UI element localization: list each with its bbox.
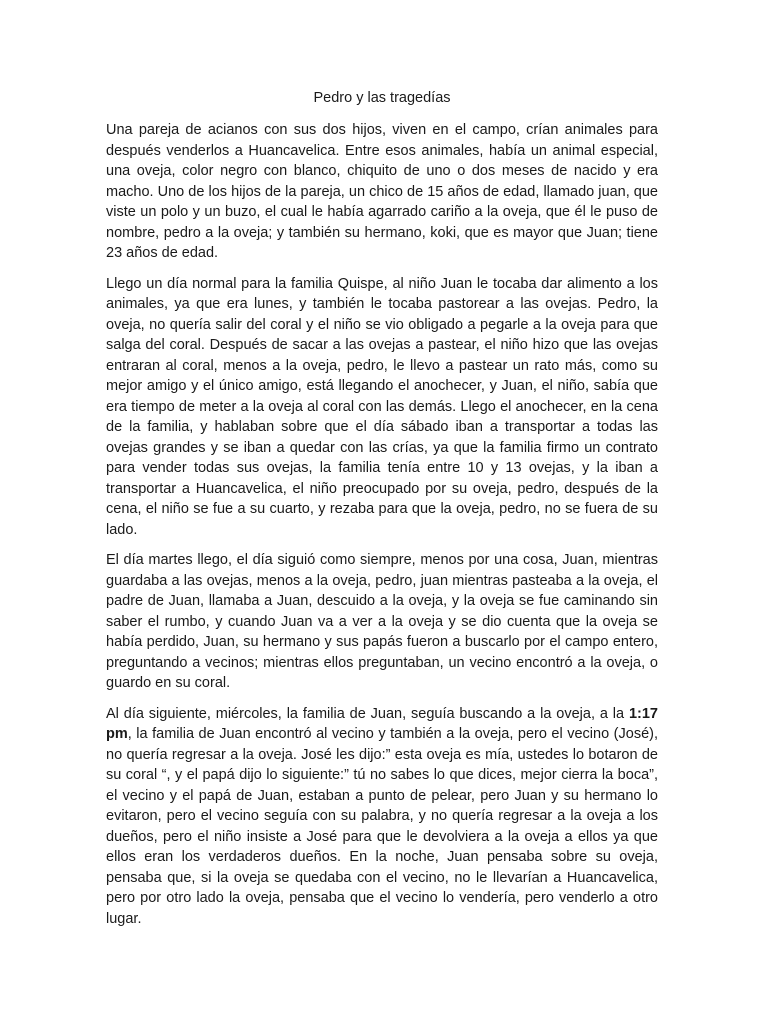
paragraph-1: Una pareja de acianos con sus dos hijos, viven en el campo, crían animales para después venderlos a Huancavelica. Entre esos animales, había un animal especial, una oveja, color negro con blanco, chiquito de uno o dos meses de nacido y era macho. Uno de los hijos de la pareja, un chico de 15 años de edad, llamado juan, que viste un polo y un buzo, el cual le había agarrado cariño a la oveja, que él le puso de nombre, pedro a la oveja; y también su hermano, koki, que es mayor que Juan; tiene 23 años de edad. xyxy=(106,122,658,261)
document-title: Pedro y las tragedías xyxy=(313,90,451,106)
paragraph-4 xyxy=(106,704,658,930)
paragraph-2: Llego un día normal para la familia Quispe, al niño Juan le tocaba dar alimento a los animales, ya que era lunes, y también le tocaba pastorear a las ovejas. Pedro, la oveja, no quería salir del coral y el niño se vio obligado a pegarle a la oveja para que salga del coral. Después de sacar a las ovejas a pastear, el niño hizo que las ovejas entraran al coral, menos a la oveja, pedro, le llevo a pastear un rato más, como su mejor amigo y el único amigo, está llegando el anochecer, y Juan, el niño, sabía que era tiempo de meter a la oveja al coral con las demás. Llego el anochecer, en la cena de la familia, y hablaban sobre que el día sábado iban a transportar a todas las ovejas grandes y se iban a quedar con las crías, ya que la familia firmo un contrato para vender todas sus ovejas, la familia tenía entre 10 y 13 ovejas, y la iban a transportar a Huancavelica, el niño preocupado por su oveja, pedro, después de la cena, el niño se fue a su cuarto, y rezaba para que la oveja, pedro, no se fuera de su lado. xyxy=(106,275,658,538)
document-page xyxy=(106,88,658,939)
paragraph-4-text-end: , la familia de Juan encontró al vecino y también a la oveja, pero el vecino (José), no quería regresar a la oveja. José les dijo:” esta oveja es mía, ustedes lo botaron de su coral “, y el papá dijo lo siguiente:” tú no sabes lo que dices, mejor cierra la boca”, el vecino y el papá de Juan, estaban a punto de pelear, pero Juan y su hermano lo evitaron, pero el vecino seguía con su palabra, y no quería regresar a la oveja a los dueños, pero el niño insiste a José para que le devolviera a la oveja a ellos ya que ellos eran los verdaderos dueños. En la noche, Juan pensaba sobre su oveja, pensaba que, si la oveja se quedaba con el vecino, no le llevarían a Huancavelica, pero por otro lado la oveja, pensaba que el vecino lo vendería, pero venderlo a otro lugar. xyxy=(106,726,658,927)
paragraph-3: El día martes llego, el día siguió como siempre, menos por una cosa, Juan, mientras guardaba a las ovejas, menos a la oveja, pedro, juan mientras pasteaba a la oveja, el padre de Juan, llamaba a Juan, descuido a la oveja, y la oveja se fue caminando sin saber el rumbo, y cuando Juan va a ver a la oveja y se dio cuenta que la oveja se había perdido, Juan, su hermano y sus papás fueron a buscarlo por el campo entero, preguntando a vecinos; mientras ellos preguntaban, un vecino encontró a la oveja, o guardo en su coral. xyxy=(106,552,658,691)
paragraph-4-time-bold: 1:17 pm xyxy=(106,705,658,742)
paragraph-4-text-start: Al día siguiente, miércoles, la familia de Juan, seguía buscando a la oveja, a la xyxy=(106,705,629,722)
